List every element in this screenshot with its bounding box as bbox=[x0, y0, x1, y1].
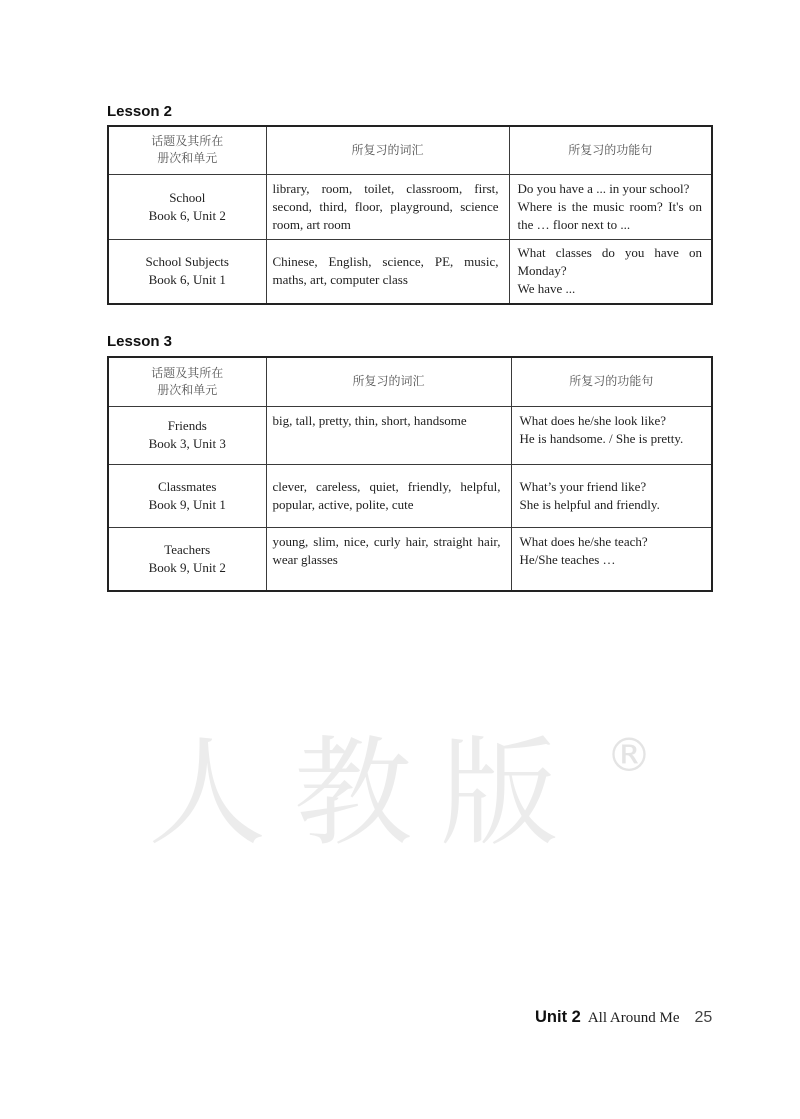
sentences-cell bbox=[509, 239, 712, 304]
vocab-cell: clever, careless, quiet, friendly, helpful, popular, active, polite, cute bbox=[266, 464, 511, 527]
table-row bbox=[108, 464, 712, 527]
footer-unit-title: All Around Me bbox=[587, 1010, 680, 1026]
sentences-cell bbox=[509, 174, 712, 239]
lesson-2-title: Lesson 2 bbox=[107, 103, 173, 120]
registered-mark: ® bbox=[606, 728, 652, 782]
publisher-watermark: 人教版 bbox=[148, 724, 587, 862]
topic-name: School Subjects bbox=[145, 254, 229, 270]
function-sentence: What does he/she teach? bbox=[519, 533, 648, 549]
lesson-3-table bbox=[107, 356, 713, 592]
function-sentence: She is helpful and friendly. bbox=[519, 496, 660, 512]
table-row bbox=[108, 527, 712, 591]
header-sentences: 所复习的功能句 bbox=[509, 126, 712, 174]
vocab-cell: young, slim, nice, curly hair, straight hair, wear glasses bbox=[266, 527, 511, 591]
table-row bbox=[108, 406, 712, 464]
topic-book-unit: Book 9, Unit 1 bbox=[148, 496, 226, 512]
lesson-3-title: Lesson 3 bbox=[107, 333, 173, 350]
function-sentence: He is handsome. / She is pretty. bbox=[519, 430, 684, 446]
topic-cell bbox=[108, 527, 266, 591]
topic-book-unit: Book 6, Unit 1 bbox=[148, 272, 226, 288]
table-header-row bbox=[108, 126, 712, 174]
header-topic-line-1: 话题及其所在 bbox=[151, 365, 224, 380]
footer-unit-label: Unit 2 bbox=[535, 1008, 581, 1026]
topic-cell bbox=[108, 239, 266, 304]
header-topic bbox=[108, 126, 266, 174]
function-sentence: What does he/she look like? bbox=[519, 412, 667, 428]
lesson-2-table bbox=[107, 125, 713, 305]
function-sentence: Where is the music room? It's on the … floor next to ... bbox=[517, 198, 702, 232]
function-sentence: He/She teaches … bbox=[519, 551, 616, 567]
topic-book-unit: Book 6, Unit 2 bbox=[148, 207, 226, 223]
topic-cell bbox=[108, 464, 266, 527]
header-topic bbox=[108, 357, 266, 406]
page-footer bbox=[535, 1008, 712, 1027]
topic-name: Teachers bbox=[164, 541, 211, 557]
header-topic-line-2: 册次和单元 bbox=[157, 382, 218, 397]
header-vocab: 所复习的词汇 bbox=[266, 357, 511, 406]
sentences-cell bbox=[511, 464, 712, 527]
topic-name: Classmates bbox=[158, 478, 217, 494]
vocab-cell: library, room, toilet, classroom, first, second, third, floor, playground, science room, art room bbox=[266, 174, 509, 239]
table-row bbox=[108, 174, 712, 239]
header-topic-line-2: 册次和单元 bbox=[157, 151, 218, 166]
sentences-cell bbox=[511, 406, 712, 464]
table-row bbox=[108, 239, 712, 304]
vocab-cell: big, tall, pretty, thin, short, handsome bbox=[266, 406, 511, 464]
vocab-cell: Chinese, English, science, PE, music, maths, art, computer class bbox=[266, 239, 509, 304]
function-sentence: What classes do you have on Monday? bbox=[517, 245, 702, 279]
topic-cell bbox=[108, 174, 266, 239]
topic-name: School bbox=[169, 189, 206, 205]
function-sentence: What’s your friend like? bbox=[519, 478, 647, 494]
table-header-row bbox=[108, 357, 712, 406]
header-topic-line-1: 话题及其所在 bbox=[151, 134, 224, 149]
function-sentence: Do you have a ... in your school? bbox=[517, 180, 690, 196]
topic-book-unit: Book 9, Unit 2 bbox=[148, 559, 226, 575]
header-sentences: 所复习的功能句 bbox=[511, 357, 712, 406]
topic-name: Friends bbox=[167, 418, 207, 433]
topic-cell bbox=[108, 406, 266, 464]
sentences-cell bbox=[511, 527, 712, 591]
function-sentence: We have ... bbox=[517, 281, 576, 297]
page-number: 25 bbox=[694, 1009, 713, 1026]
header-vocab: 所复习的词汇 bbox=[266, 126, 509, 174]
topic-book-unit: Book 3, Unit 3 bbox=[148, 436, 226, 451]
